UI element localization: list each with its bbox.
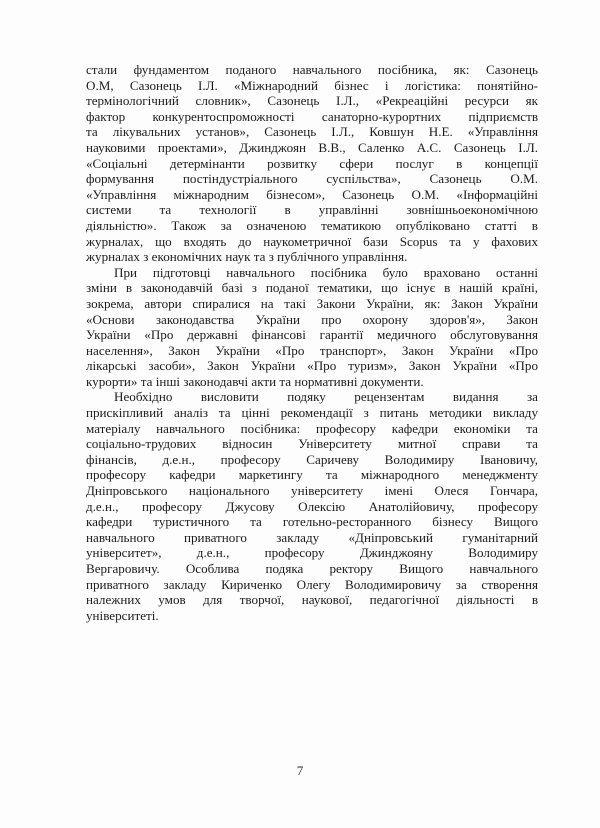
paragraph-3-line: університеті. xyxy=(86,607,159,623)
paragraph-2-line: зміни в законодавчій базі з поданої тематики, що існує в нашій країні, xyxy=(86,280,538,296)
paragraph-3-line: університет», д.е.н., професору Джинджояну Володимиру xyxy=(86,545,538,561)
paragraph-1-line: діяльністю». Також за означеною тематикою опубліковано статті в xyxy=(86,217,538,233)
paragraph-3-line: Вергаровичу. Особлива подяка ректору Вищого навчального xyxy=(86,561,538,576)
paragraph-3-line: навчального приватного закладу «Дніпровський гуманітарний xyxy=(86,529,538,545)
paragraph-2-line: України «Про державні фінансові гарантії медичного обслуговування xyxy=(86,327,538,343)
paragraph-1-line: термінологічний словник», Сазонець І.Л., «Рекреаційні ресурси як xyxy=(86,93,538,109)
paragraph-3-line: соціально-трудових відносин Університету митної справи та xyxy=(86,436,538,452)
paragraph-2-line: лікарські засоби», Закон України «Про туризм», Закон України «Про xyxy=(86,358,538,374)
paragraph-1-line: О.М, Сазонець І.Л. «Міжнародний бізнес і логістика: понятійно- xyxy=(86,77,538,93)
paragraph-3-line: належних умов для творчої, наукової, педагогічної діяльності в xyxy=(86,592,538,608)
paragraph-1-line: формування постіндустріального суспільства», Сазонець О.М. xyxy=(86,171,538,187)
paragraph-3-line: кафедри туристичного та готельно-ресторанного бізнесу Вищого xyxy=(86,514,538,530)
paragraph-1-line: «Управління міжнародним бізнесом», Сазонець О.М. «Інформаційні xyxy=(86,186,538,202)
body-text xyxy=(86,62,538,623)
paragraph-3-line: прискіпливий аналіз та цінні рекомендації з питань методики викладу xyxy=(86,405,538,421)
paragraph-2-line: «Основи законодавства України про охорону здоров'я», Закон xyxy=(86,311,538,327)
paragraph-1-line: журналах з економічних наук та з публічного управління. xyxy=(86,249,408,265)
paragraph-2-line: курорти» та інші законодавчі акти та нормативні документи. xyxy=(86,373,424,389)
paragraph-1-line: журналах, що входять до наукометричної бази Scopus та у фахових xyxy=(86,233,538,249)
paragraph-3-line: д.е.н., професору Джусову Олексію Анатолійовичу, професору xyxy=(86,498,538,514)
page-number: 7 xyxy=(296,763,304,778)
paragraph-3-line: Дніпровського національного університету імені Олеся Гончара, xyxy=(86,483,538,499)
paragraph-3-line: матеріалу навчального посібника: професору кафедри економіки та xyxy=(86,420,538,436)
paragraph-3-line: приватного закладу Кириченко Олегу Володимировичу за створення xyxy=(86,576,538,592)
paragraph-1-line: системи та технології в управлінні зовнішньоекономічною xyxy=(86,202,538,218)
paragraph-1-line: стали фундаментом поданого навчального посібника, як: Сазонець xyxy=(86,62,538,77)
paragraph-3-line: професору кафедри маркетингу та міжнародного менеджменту xyxy=(86,467,538,483)
paragraph-1-line: «Соціальні детермінанти розвитку сфери послуг в концепції xyxy=(86,155,538,171)
paragraph-3-first-line: Необхідно висловити подяку рецензентам видання за xyxy=(114,389,538,405)
paragraph-2-line: населення», Закон України «Про транспорт», Закон України «Про xyxy=(86,342,538,358)
paragraph-1-line: фактор конкурентоспроможності санаторно-курортних підприємств xyxy=(86,108,538,124)
paragraph-1-line: та лікувальних установ», Сазонець І.Л., Ковшун Н.Е. «Управління xyxy=(86,124,538,140)
paragraph-2-line: зокрема, автори спиралися на такі Закони України, як: Закон України xyxy=(86,295,538,311)
paragraph-1-line: науковими проектами», Джинджоян В.В., Саленко А.С. Сазонець І.Л. xyxy=(86,139,538,155)
paragraph-2-first-line: При підготовці навчального посібника було враховано останні xyxy=(114,264,538,280)
paragraph-3-line: фінансів, д.е.н., професору Саричеву Володимиру Івановичу, xyxy=(86,451,538,467)
